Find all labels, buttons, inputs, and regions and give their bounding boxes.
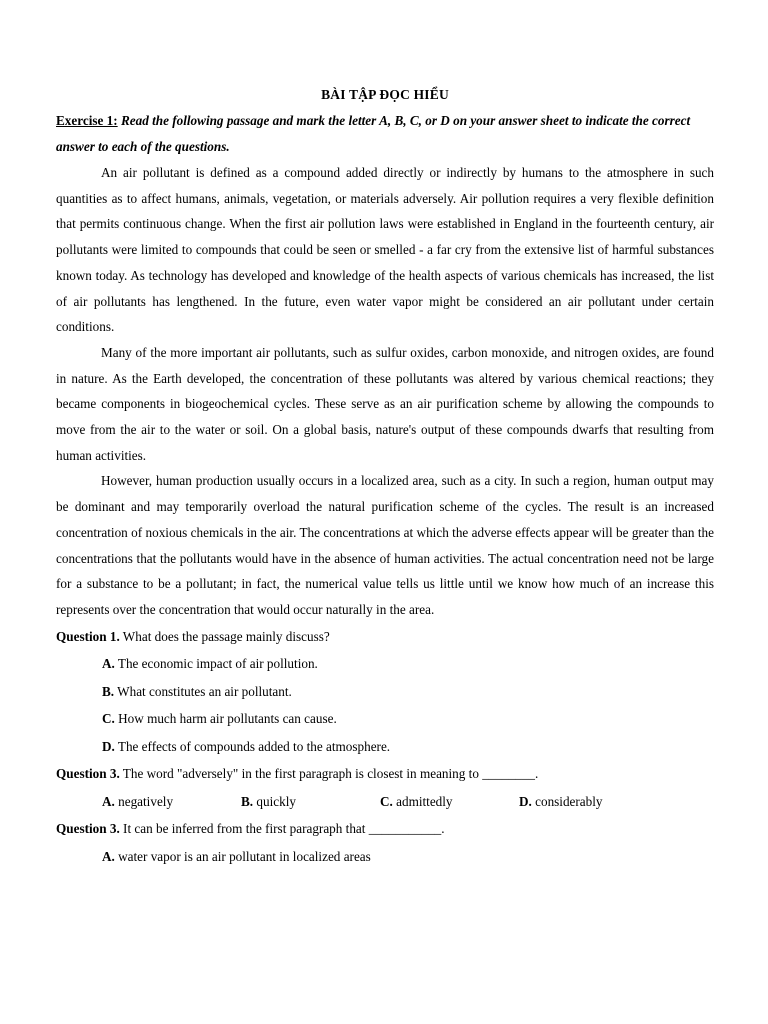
- question-1-option-a: [56, 650, 714, 678]
- option-letter: C.: [380, 793, 393, 809]
- question-2-option-c: [380, 788, 519, 816]
- question-2-option-d: [519, 788, 658, 816]
- question-1-option-c: [56, 705, 714, 733]
- question-text: What does the passage mainly discuss?: [119, 628, 330, 644]
- option-letter: B.: [241, 793, 254, 809]
- option-text: The economic impact of air pollution.: [114, 656, 318, 672]
- exercise-instruction: Read the following passage and mark the letter A, B, C, or D on your answer sheet to indicate the correct answer to each of the questions.: [56, 113, 691, 154]
- question-2-option-b: [241, 788, 380, 816]
- option-letter: B.: [102, 683, 115, 699]
- option-text: negatively: [114, 793, 174, 809]
- option-text: What constitutes an air pollutant.: [114, 683, 292, 699]
- question-1-option-d: [56, 733, 714, 761]
- question-label: Question 3.: [56, 766, 120, 782]
- question-text: It can be inferred from the first paragraph that ___________.: [119, 821, 445, 837]
- option-text: The effects of compounds added to the atmosphere.: [114, 738, 391, 754]
- question-1: [56, 623, 714, 651]
- option-text: quickly: [253, 793, 296, 809]
- question-2: [56, 760, 714, 788]
- option-letter: D.: [519, 793, 532, 809]
- option-text: How much harm air pollutants can cause.: [114, 711, 337, 727]
- option-letter: A.: [102, 848, 115, 864]
- option-letter: A.: [102, 793, 115, 809]
- option-text: water vapor is an air pollutant in localized areas: [114, 848, 371, 864]
- exercise-heading: [56, 108, 714, 160]
- question-label: Question 3.: [56, 821, 120, 837]
- passage-paragraph-1: An air pollutant is defined as a compound added directly or indirectly by humans to the atmosphere in such quantities as to affect humans, animals, vegetation, or materials adversely. Air pollution requires a very flexible definition that permits continuous change. When the first air pollution laws were established in England in the fourteenth century, air pollutants were limited to compounds that could be seen or smelled - a far cry from the extensive list of harmful substances known today. As technology has developed and knowledge of the health aspects of various chemicals has increased, the list of air pollutants has lengthened. In the future, even water vapor might be considered an air pollutant under certain conditions.: [56, 165, 714, 335]
- passage-paragraph-2: Many of the more important air pollutants, such as sulfur oxides, carbon monoxide, and nitrogen oxides, are found in nature. As the Earth developed, the concentration of these pollutants was altered by various chemical reactions; they became components in biogeochemical cycles. These serve as an air purification scheme by allowing the compounds to move from the air to the water or soil. On a global basis, nature's output of these compounds dwarfs that resulting from human activities.: [56, 344, 714, 463]
- option-text: admittedly: [392, 793, 453, 809]
- option-letter: D.: [102, 738, 115, 754]
- question-2-option-a: [102, 788, 241, 816]
- exercise-label: Exercise 1:: [56, 113, 118, 128]
- question-1-option-b: [56, 678, 714, 706]
- question-3: [56, 815, 714, 843]
- option-letter: C.: [102, 711, 115, 727]
- question-2-options-row: [56, 788, 714, 816]
- option-text: considerably: [531, 793, 603, 809]
- question-3-option-a: [56, 843, 714, 871]
- document-page: [56, 82, 714, 870]
- question-label: Question 1.: [56, 628, 120, 644]
- page-title: BÀI TẬP ĐỌC HIỂU: [321, 87, 449, 102]
- question-text: The word "adversely" in the first paragraph is closest in meaning to ________.: [119, 766, 539, 782]
- passage-paragraph-3: However, human production usually occurs in a localized area, such as a city. In such a region, human output may be dominant and may temporarily overload the natural purification scheme of the cycles. The result is an increased concentration of noxious chemicals in the air. The concentrations at which the adverse effects appear will be greater than the concentrations that the pollutants would have in the absence of human activities. The actual concentration need not be large for a substance to be a pollutant; in fact, the numerical value tells us little until we know how much of an increase this represents over the concentration that would occur naturally in the area.: [56, 473, 714, 617]
- option-letter: A.: [102, 656, 115, 672]
